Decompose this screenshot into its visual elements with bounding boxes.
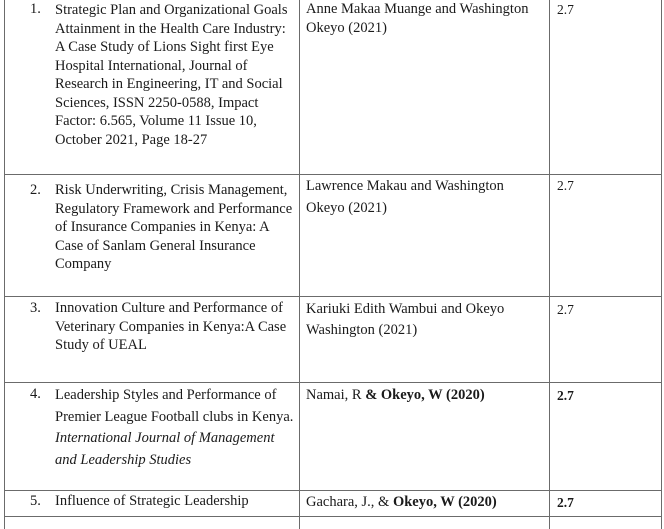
publication-title: Strategic Plan and Organizational Goals Attainment in the Health Care Industry: A Case Study of Lions Sight first Eye Hospital International, Journal of Research in Engineering, IT and Social Sciences, ISSN 2250-0588, Impact Factor: 6.565, Volume 11 Issue 10, October 2021, Page 18-27 (55, 2, 288, 148)
row-number: 1. (30, 1, 41, 17)
publication-authors (306, 492, 542, 513)
authors-highlight: & Okeyo, W (2020) (365, 387, 485, 403)
publication-authors: Kariuki Edith Wambui and Okeyo Washington (2021) (306, 301, 505, 338)
journal-name: International Journal of Management and Leadership Studies (55, 430, 275, 468)
publication-score: 2.7 (557, 495, 574, 510)
publication-title: Innovation Culture and Performance of Veterinary Companies in Kenya:A Case Study of UEAL (55, 300, 287, 353)
row-number: 3. (30, 300, 41, 316)
authors-text: Gachara, J., & (306, 494, 393, 510)
table-border-bottom (4, 516, 662, 517)
authors-text: Namai, R (306, 387, 366, 403)
publication-title-text: Leadership Styles and Performance of Premier League Football clubs in Kenya. (55, 387, 294, 425)
publication-title: Influence of Strategic Leadership (55, 493, 249, 509)
publication-title: Risk Underwriting, Crisis Management, Regulatory Framework and Performance of Insurance Companies in Kenya: A Case of Sanlam General Insurance Company (55, 182, 293, 272)
publication-score: 2.7 (557, 2, 574, 17)
publication-score: 2.7 (557, 388, 574, 403)
authors-highlight: Okeyo, W (2020) (392, 494, 497, 510)
publication-score: 2.7 (557, 178, 574, 193)
publication-authors: Anne Makaa Muange and Washington Okeyo (2021) (306, 1, 529, 36)
publication-score: 2.7 (557, 302, 574, 317)
row-number: 5. (30, 493, 41, 509)
publication-authors: Lawrence Makau and Washington Okeyo (2021) (306, 178, 504, 216)
row-number: 2. (30, 182, 41, 198)
row-number: 4. (30, 386, 41, 402)
